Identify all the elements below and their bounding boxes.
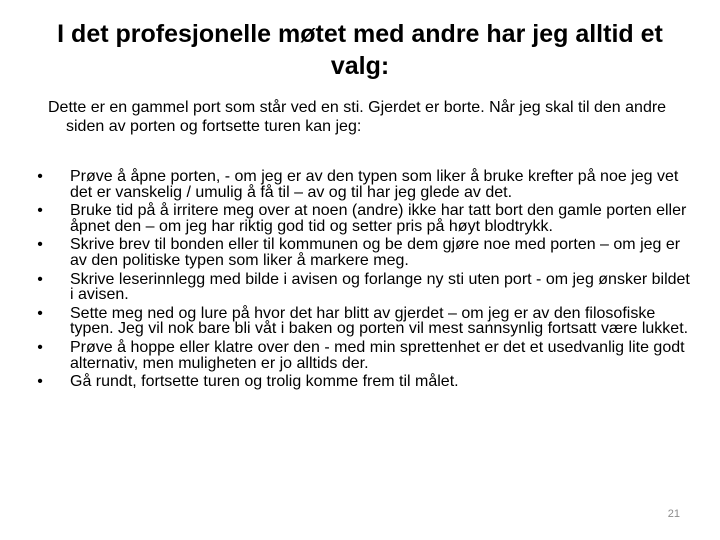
slide-title: I det profesjonelle møtet med andre har jeg alltid et valg: bbox=[57, 20, 663, 80]
list-item-text: Sette meg ned og lure på hvor det har blitt av gjerdet – om jeg er av den filosofiske typen. Jeg vil nok bare bli våt i baken og porten vil mest sannsynlig fortsatt være lukket. bbox=[70, 304, 689, 338]
bullet-list bbox=[34, 169, 694, 393]
bullet-icon: • bbox=[37, 373, 43, 391]
list-item bbox=[34, 374, 694, 390]
list-item-text: Prøve å åpne porten, - om jeg er av den typen som liker å bruke krefter på noe jeg vet det er vanskelig / umulig å få til – av og til har jeg glede av det. bbox=[70, 168, 679, 201]
bullet-icon: • bbox=[37, 270, 43, 288]
list-item bbox=[34, 169, 694, 200]
bullet-icon: • bbox=[37, 168, 43, 185]
list-item-text: Prøve å hoppe eller klatre over den - med min sprettenhet er det et usedvanlig lite godt alternativ, men muligheten er jo alltids der. bbox=[70, 338, 685, 372]
list-item bbox=[34, 306, 694, 337]
list-item-text: Skrive leserinnlegg med bilde i avisen og forlange ny sti uten port - om jeg ønsker bildet i avisen. bbox=[70, 270, 690, 304]
list-item-text: Skrive brev til bonden eller til kommunen og be dem gjøre noe med porten – om jeg er av den politiske typen som liker å markere meg. bbox=[70, 236, 681, 269]
list-item bbox=[34, 237, 694, 268]
list-item bbox=[34, 340, 694, 371]
bullet-icon: • bbox=[37, 202, 43, 220]
intro-paragraph: Dette er en gammel port som står ved en sti. Gjerdet er borte. Når jeg skal til den andre siden av porten og fortsette turen kan jeg: bbox=[48, 99, 667, 135]
bullet-icon: • bbox=[37, 304, 43, 322]
list-item-text: Bruke tid på å irritere meg over at noen (andre) ikke har tatt bort den gamle porten eller åpnet den – om jeg har riktig god tid og setter pris på høyt blodtrykk. bbox=[70, 202, 687, 235]
bullet-icon: • bbox=[37, 236, 43, 254]
list-item bbox=[34, 203, 694, 234]
list-item-text: Gå rundt, fortsette turen og trolig komme frem til målet. bbox=[70, 373, 459, 391]
page-number: 21 bbox=[667, 508, 680, 520]
bullet-icon: • bbox=[37, 338, 43, 356]
list-item bbox=[34, 272, 694, 303]
